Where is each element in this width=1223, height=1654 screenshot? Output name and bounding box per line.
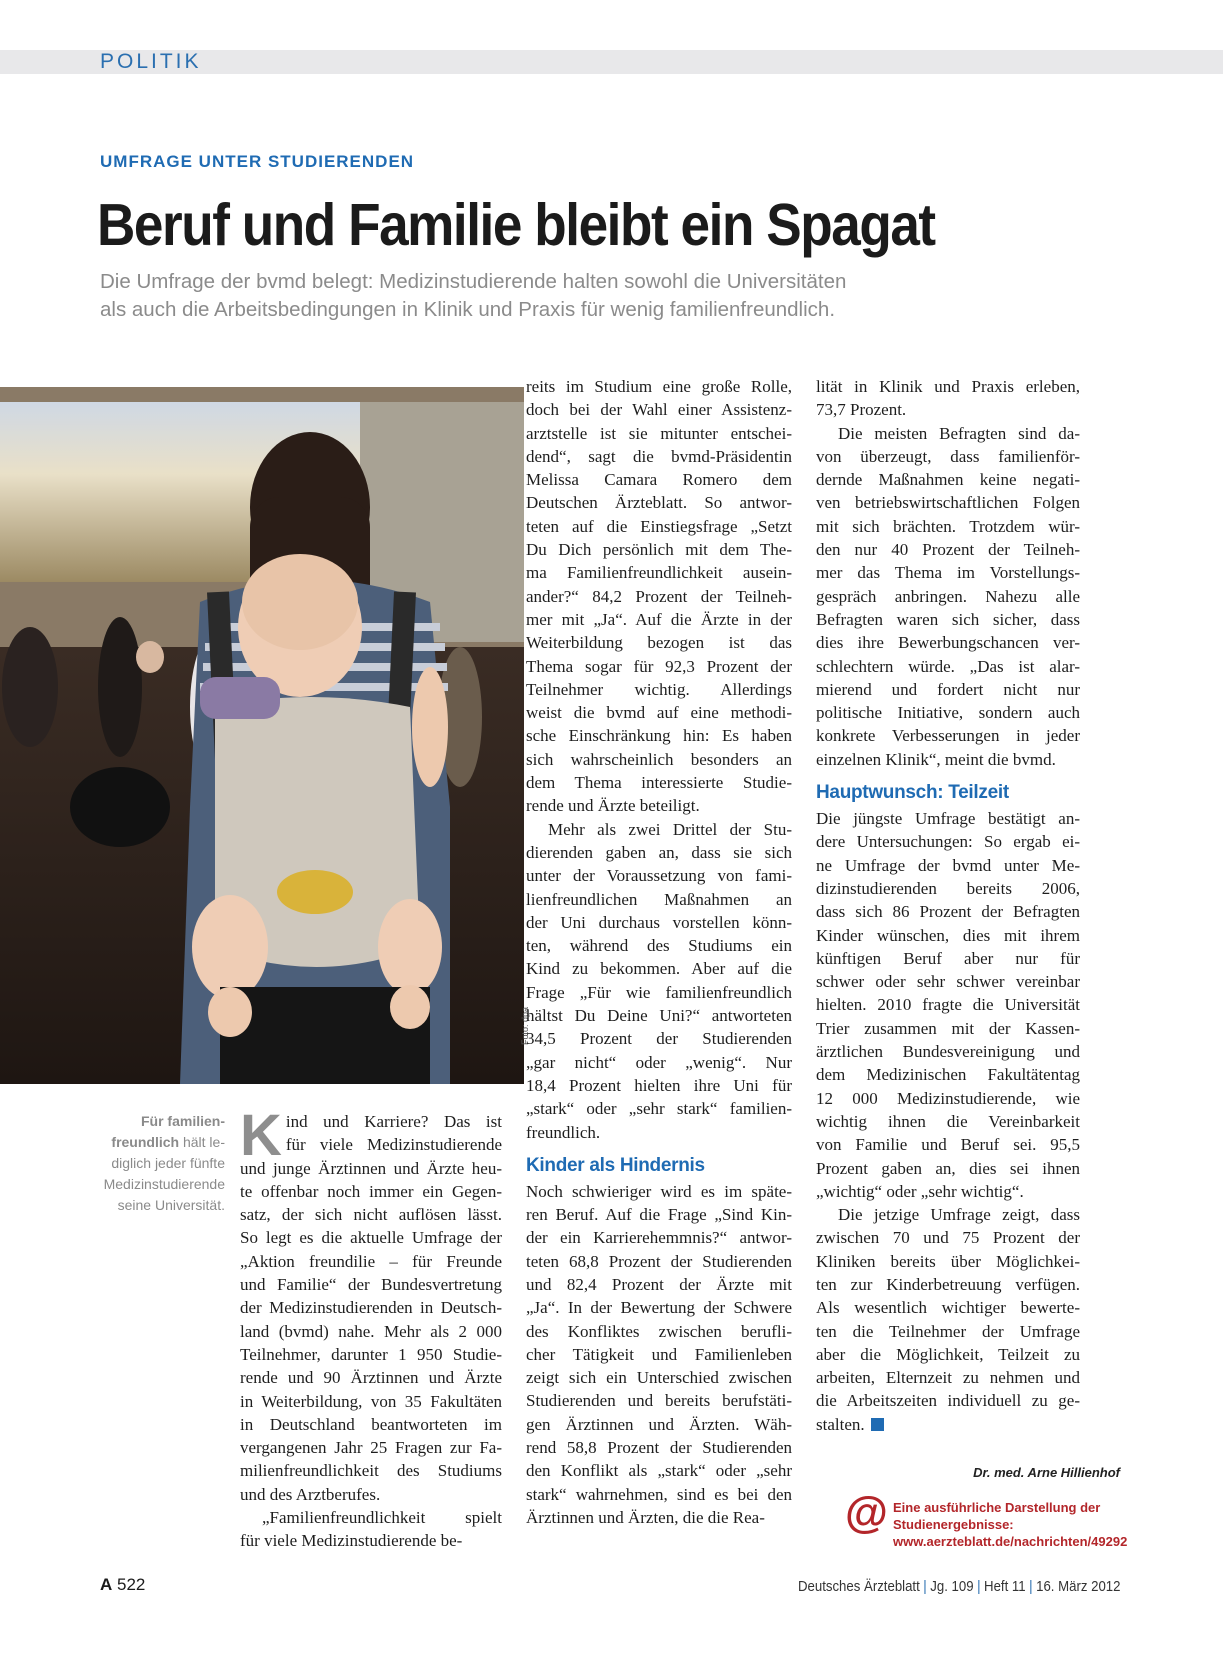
text-line: den Konflikt als „stark“ oder „sehr — [526, 1461, 792, 1481]
page-number — [100, 1575, 145, 1595]
text-line: Die jetzige Umfrage zeigt, dass — [838, 1205, 1080, 1225]
text-line: dies ihre Bewerbungschancen ver- — [816, 633, 1080, 653]
text-line: schlechtern würde. „Das ist alar- — [816, 656, 1080, 676]
text-line: Studierenden und bereits berufstäti- — [526, 1391, 792, 1411]
text-line: Prozent gaben an, dies sei ihnen — [816, 1158, 1080, 1178]
photo-credit: Foto: dpa — [520, 1006, 530, 1045]
text-line: und 82,4 Prozent der Ärzte mit — [526, 1274, 792, 1294]
text-line: politische Initiative, sondern auch — [816, 703, 1080, 723]
text-line: aber die Möglichkeit, Teilzeit zu — [816, 1344, 1080, 1364]
caption-bold: Für familien-freundlich — [111, 1113, 225, 1150]
text-line: Kind zu bekommen. Aber auf die — [526, 959, 792, 979]
text-line: sich wahrscheinlich besonders an — [526, 749, 792, 769]
text-line: ma Familienfreundlichkeit ausein- — [526, 563, 792, 583]
text-line: ten zur Kinderbetreuung verfügen. — [816, 1274, 1080, 1294]
lede-line: Die Umfrage der bvmd belegt: Medizinstudierende halten sowohl die Universitäten — [100, 270, 847, 293]
text-line: „Aktion freundilie – für Freunde — [240, 1251, 502, 1271]
text-line: Die meisten Befragten sind da- — [838, 423, 1080, 443]
text-line: für viele Medizinstudierende — [285, 1135, 502, 1155]
text-line: land (bvmd) nahe. Mehr als 2 000 — [240, 1321, 502, 1341]
text-line: sche Einschränkung hin: Es haben — [526, 726, 792, 746]
text-line: ven betriebswirtschaftlichen Folgen — [816, 493, 1080, 513]
text-line: schwer oder sehr schwer vereinbar — [816, 972, 1080, 992]
at-icon: @ — [845, 1488, 888, 1537]
photo-woman-with-baby-carrier — [0, 387, 524, 1084]
text-line: cher Tätigkeit und Familienleben — [526, 1344, 792, 1364]
text-line: hältst Du Deine Uni?“ antworteten — [526, 1006, 792, 1026]
article-kicker: UMFRAGE UNTER STUDIERENDEN — [100, 152, 415, 171]
text-line: und junge Ärztinnen und Ärzte heu- — [240, 1158, 502, 1178]
text-line: Mehr als zwei Drittel der Stu- — [548, 819, 792, 839]
article-headline: Beruf und Familie bleibt ein Spagat — [97, 192, 935, 258]
text-line: „Ja“. In der Bewertung der Schwere — [526, 1298, 792, 1318]
text-line: der ein Karrierehemmnis?“ antwor- — [526, 1228, 792, 1248]
text-line: mit sich brächten. Trotzdem wür- — [816, 516, 1080, 536]
text-line: stalten. — [816, 1413, 1080, 1436]
text-line: doch bei der Wahl einer Assistenz- — [526, 400, 792, 420]
text-line: Befragten waren sich sicher, dass — [816, 609, 1080, 629]
text-line: dizinstudierenden bereits 2006, — [816, 878, 1080, 898]
text-line: der Uni durchaus vorstellen könn- — [526, 912, 792, 932]
text-line: gespräch anbringen. Nahezu alle — [816, 586, 1080, 606]
text-line: Thema sogar für 92,3 Prozent der — [526, 656, 792, 676]
text-line: von überzeugt, dass familienför- — [816, 446, 1080, 466]
text-line: So legt es die aktuelle Umfrage der — [240, 1228, 502, 1248]
text-line: rende und Ärzte beteiligt. — [526, 796, 700, 816]
text-line: in Weiterbildung, von 35 Fakultäten — [240, 1391, 502, 1411]
text-line: den nur 40 Prozent der Teilneh- — [816, 540, 1080, 560]
text-line: künftigen Beruf aber nur für — [816, 948, 1080, 968]
text-line: Deutschen Ärzteblatt. So antwor- — [526, 493, 792, 513]
text-line: ten die Teilnehmer der Umfrage — [816, 1321, 1080, 1341]
text-line: dass sich 86 Prozent der Befragten — [816, 902, 1080, 922]
text-line: rende und 90 Ärztinnen und Ärzte — [240, 1368, 502, 1388]
article-photo — [0, 387, 524, 1084]
text-line: der Medizinstudierenden in Deutsch- — [240, 1298, 502, 1318]
text-line: mer das Thema im Vorstellungs- — [816, 563, 1080, 583]
page-prefix: A — [100, 1575, 113, 1594]
text-line: milienfreundlichkeit des Studiums — [240, 1461, 502, 1481]
text-line: dere Untersuchungen: So ergab ei- — [816, 832, 1080, 852]
text-line: des Konfliktes zwischen berufli- — [526, 1321, 792, 1341]
text-line: „stark“ oder „sehr stark“ familien- — [526, 1099, 792, 1119]
text-line: für viele Medizinstudierende be- — [240, 1531, 463, 1551]
text-line: rend 58,8 Prozent der Studierenden — [526, 1438, 792, 1458]
author-byline: Dr. med. Arne Hillienhof — [973, 1465, 1120, 1480]
text-line: Melissa Camara Romero dem — [526, 470, 792, 490]
text-line: 18,4 Prozent hielten ihre Uni für — [526, 1075, 792, 1095]
text-line: Du Dich persönlich mit dem The- — [526, 540, 792, 560]
text-line: dem Thema interessierte Studie- — [526, 773, 792, 793]
journal-date: 16. März 2012 — [1035, 1578, 1120, 1595]
text-line: lienfreundlichen Maßnahmen an — [526, 889, 792, 909]
text-line: dernde Maßnahmen keine negati- — [816, 470, 1080, 490]
page-number-value: 522 — [117, 1575, 146, 1594]
subheading: Kinder als Hindernis — [526, 1154, 705, 1176]
text-line: teten auf die Einstiegsfrage „Setzt — [526, 516, 792, 536]
text-line: Trier zusammen mit der Kassen- — [816, 1018, 1080, 1038]
web-reference-text[interactable]: Eine ausführliche Darstellung der Studienergebnisse: www.aerzteblatt.de/nachrichten/49292 — [893, 1500, 1128, 1549]
column-2 — [526, 375, 792, 1529]
text-line: dem Medizinischen Fakultätentag — [816, 1065, 1080, 1085]
text-line: freundlich. — [526, 1122, 601, 1142]
text-line: stark“ wahrnehmen, sind es bei den — [526, 1484, 792, 1504]
text-line: lität in Klinik und Praxis erleben, — [816, 377, 1080, 396]
text-line: Kliniken bereits über Möglichkei- — [816, 1251, 1080, 1271]
text-line: weist die bvmd auf eine methodi- — [526, 703, 792, 723]
text-line: in Deutschland beantworteten im — [240, 1414, 502, 1434]
text-line: satz, der sich nicht auflösen lässt. — [240, 1205, 502, 1225]
drop-cap: K — [240, 1103, 282, 1168]
text-line: von Familie und Beruf sei. 95,5 — [816, 1135, 1080, 1155]
text-line: dierenden gaben an, dass sie sich — [526, 842, 792, 862]
lede-line: als auch die Arbeitsbedingungen in Klinik und Praxis für wenig familienfreundlich. — [100, 298, 836, 321]
text-line: die Arbeitszeiten individuell zu ge- — [816, 1391, 1080, 1411]
journal-name: Deutsches Ärzteblatt — [797, 1578, 920, 1595]
text-line: 12 000 Medizinstudierende, wie — [816, 1088, 1080, 1108]
subheading: Hauptwunsch: Teilzeit — [816, 782, 1009, 804]
text-line: ten, während des Studiums ein — [526, 936, 792, 956]
caption-text: hält le-diglich jeder fünfte Medizinstudierende seine Universität. — [103, 1134, 225, 1213]
text-line: Teilnehmer wichtig. Allerdings — [526, 679, 792, 699]
end-mark-icon — [871, 1418, 884, 1431]
text-line: und des Arztberufes. — [240, 1484, 381, 1504]
text-line: mierend und fordert nicht nur — [816, 679, 1080, 699]
text-line: Als wesentlich wichtiger bewerte- — [816, 1298, 1080, 1318]
text-line: zeigt sich ein Unterschied zwischen — [526, 1368, 792, 1388]
text-line: Weiterbildung bezogen ist das — [526, 633, 792, 653]
text-line: mer mit „Ja“. Auf die Ärzte in der — [526, 609, 792, 629]
text-line: ander?“ 84,2 Prozent der Teilneh- — [526, 586, 792, 606]
journal-issue: Heft 11 — [983, 1578, 1026, 1595]
text-line: 34,5 Prozent der Studierenden — [526, 1029, 792, 1049]
text-line: dend“, sagt die bvmd-Präsidentin — [526, 446, 792, 466]
text-line: hielten. 2010 fragte die Universität — [816, 995, 1080, 1015]
text-line: arztstelle ist sie mitunter entschei- — [526, 423, 792, 443]
text-line: ne Umfrage der bvmd unter Me- — [816, 855, 1080, 875]
journal-footer: Deutsches Ärzteblatt | Jg. 109 | Heft 11 | 16. März 2012 — [797, 1578, 1120, 1595]
text-line: arbeiten, Elternzeit zu nehmen und — [816, 1368, 1080, 1388]
column-1 — [240, 1103, 502, 1553]
photo-caption — [90, 1111, 225, 1216]
column-3 — [816, 375, 1080, 1436]
journal-volume: Jg. 109 — [929, 1578, 974, 1595]
text-line: teten 68,8 Prozent der Studierenden — [526, 1251, 792, 1271]
text-line: ren Beruf. Auf die Frage „Sind Kin- — [526, 1205, 792, 1225]
text-line: Ärztinnen und Ärzten, die die Rea- — [526, 1507, 765, 1527]
text-line: Die jüngste Umfrage bestätigt an- — [816, 809, 1080, 829]
text-line: gen Ärztinnen und Ärzten. Wäh- — [526, 1414, 792, 1434]
text-line: 73,7 Prozent. — [816, 400, 907, 420]
text-line: Teilnehmer, darunter 1 950 Studie- — [240, 1344, 502, 1364]
text-line: und Familie“ der Bundesvertretung — [240, 1275, 502, 1295]
text-line: ind und Karriere? Das ist — [285, 1112, 502, 1131]
text-line: zwischen 70 und 75 Prozent der — [816, 1228, 1080, 1248]
text-line: ärztlichen Bundesvereinigung und — [816, 1042, 1080, 1062]
text-line: te offenbar noch immer ein Gegen- — [240, 1181, 502, 1201]
text-line: reits im Studium eine große Rolle, — [526, 377, 792, 396]
text-line: Kinder wünschen, dies mit ihrem — [816, 925, 1080, 945]
text-line: konkrete Verbesserungen in jeder — [816, 726, 1080, 746]
text-line: Frage „Für wie familienfreundlich — [526, 982, 792, 1002]
text-line: vergangenen Jahr 25 Fragen zur Fa- — [240, 1438, 502, 1458]
text-line: wichtig ihnen die Vereinbarkeit — [816, 1111, 1080, 1131]
article-lede — [100, 268, 1000, 324]
text-line: einzelnen Klinik“, meint die bvmd. — [816, 749, 1056, 769]
text-line: Noch schwieriger wird es im späte- — [526, 1181, 792, 1201]
text-line: unter der Voraussetzung von fami- — [526, 866, 792, 886]
section-label: POLITIK — [100, 50, 202, 73]
text-line: „wichtig“ oder „sehr wichtig“. — [816, 1181, 1024, 1201]
text-line: „gar nicht“ oder „wenig“. Nur — [526, 1052, 792, 1072]
text-line: „Familienfreundlichkeit spielt — [262, 1508, 502, 1528]
